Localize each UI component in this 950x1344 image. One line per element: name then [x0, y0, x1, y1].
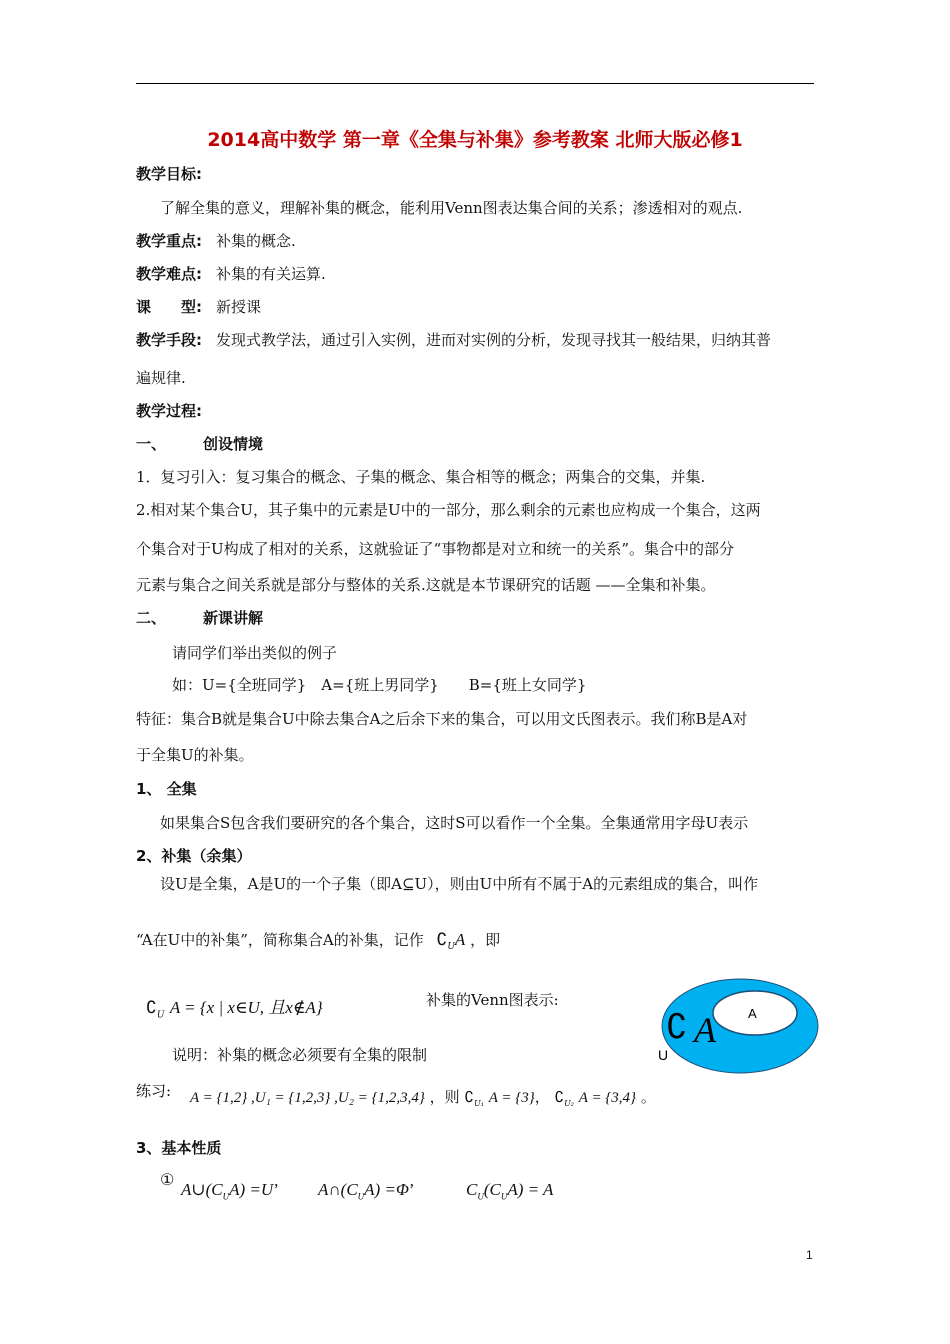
process-label: 教学过程:: [136, 402, 202, 420]
heading-complement: 2、补集（余集）: [136, 847, 252, 865]
section-2-number: 二、: [136, 609, 167, 627]
difficulty-label: 教学难点:: [136, 265, 202, 283]
exercise-sets: A = {1,2} ,U₁ = {1,2,3} ,U₂ = {1,2,3,4}: [190, 1090, 425, 1106]
example-sets: 如：U={全班同学} A={班上男同学} B={班上女同学}: [172, 676, 587, 694]
property-double-a: C: [466, 1180, 478, 1199]
exercise-complement-2: ∁: [554, 1088, 565, 1106]
exercise-end: 。: [640, 1088, 656, 1106]
formula-subscript: U: [156, 1010, 165, 1021]
heading-properties: 3、基本性质: [136, 1139, 222, 1157]
exercise-then: ，则: [429, 1088, 460, 1106]
venn-universal-label: U: [658, 1047, 669, 1063]
complement-subscript: U: [447, 942, 455, 952]
property-intersection: $A\cap(C_UA) =\Phi$’: [318, 1180, 415, 1202]
exercise-result-1: A = {3}: [488, 1090, 535, 1106]
paragraph-2-line-3: 元素与集合之间关系就是部分与整体的关系.这就是本节课研究的话题 ——全集和补集。: [136, 576, 716, 594]
header-rule: [136, 83, 814, 84]
note: 说明：补集的概念必须要有全集的限制: [172, 1046, 428, 1064]
complement-symbol: ∁: [436, 930, 448, 949]
property-union-a: A∪(C: [181, 1180, 223, 1199]
complement-definition-1: 设U是全集，A是U的一个子集（即A⊆U），则由U中所有不属于A的元素组成的集合，叫作: [160, 875, 759, 893]
method-text-2: 遍规律.: [136, 369, 186, 387]
goal-label: 教学目标:: [136, 165, 202, 183]
type-text: 新授课: [216, 298, 262, 316]
document-title: 2014高中数学 第一章《全集与补集》参考教案 北师大版必修1: [207, 129, 743, 151]
venn-caption: 补集的Venn图表示:: [426, 991, 559, 1009]
difficulty-text: 补集的有关运算.: [216, 265, 326, 283]
method-text-1: 发现式教学法，通过引入实例，进而对实例的分析，发现寻找其一般结果，归纳其普: [216, 331, 772, 349]
exercise-label: 练习:: [136, 1082, 172, 1100]
key-label: 教学重点:: [136, 232, 202, 250]
paragraph-2-line-2: 个集合对于U构成了相对的关系，这就验证了“事物都是对立和统一的关系”。集合中的部分: [136, 540, 734, 558]
property-intersection-b: A) =Φ: [364, 1180, 409, 1199]
section-1-number: 一、: [136, 435, 167, 453]
exercise-result-2: A = {3,4}: [578, 1090, 637, 1106]
ask-examples: 请同学们举出类似的例子: [172, 644, 338, 662]
exercise-separator: ，: [534, 1088, 550, 1106]
property-double-b: (C: [483, 1180, 501, 1199]
method-label: 教学手段:: [136, 331, 202, 349]
feature-line-2: 于全集U的补集。: [136, 746, 254, 764]
complement-definition-text: “A在U中的补集”，简称集合A的补集，记作: [136, 931, 424, 949]
property-double-c: A) = A: [507, 1180, 554, 1199]
paragraph-1: 1．复习引入：复习集合的概念、子集的概念、集合相等的概念；两集合的交集，并集.: [136, 468, 706, 486]
paragraph-2-line-1: 2.相对某个集合U，其子集中的元素是U中的一部分，那么剩余的元素也应构成一个集合，这两: [136, 501, 761, 519]
exercise-line: A = {1,2} ,U₁ = {1,2,3} ,U₂ = {1,2,3,4} ，则 $∁_{U_1}$ A = {3}， $∁_{U_2}$ A = {3,4} 。: [190, 1088, 656, 1108]
key-text: 补集的概念.: [216, 232, 296, 250]
venn-complement-letter: A: [694, 1010, 716, 1050]
goal-text: 了解全集的意义，理解补集的概念，能利用Venn图表达集合间的关系；渗透相对的观点.: [160, 199, 743, 217]
property-intersection-a: A∩(C: [318, 1180, 358, 1199]
feature-line-1: 特征：集合B就是集合U中除去集合A之后余下来的集合，可以用文氏图表示。我们称B是A对: [136, 710, 748, 728]
venn-diagram: [660, 976, 820, 1076]
complement-definition-tail: ，即: [470, 931, 501, 949]
formula-complement-symbol: ∁: [146, 998, 157, 1018]
section-2-title: 新课讲解: [203, 609, 264, 627]
property-double-complement: $C_U(C_UA) = A$: [466, 1180, 554, 1202]
complement-definition-2: [136, 930, 500, 957]
exercise-complement-1: ∁: [464, 1088, 474, 1106]
universal-set-text: 如果集合S包含我们要研究的各个集合，这时S可以看作一个全集。全集通常用字母U表示: [160, 814, 749, 832]
property-union: $A\cup(C_UA) =U$’: [181, 1180, 279, 1202]
property-union-b: A) =U: [229, 1180, 274, 1199]
property-number: ①: [160, 1170, 175, 1189]
section-1-title: 创设情境: [203, 435, 264, 453]
complement-formula: [146, 993, 323, 1020]
complement-set-letter: A: [454, 930, 466, 949]
venn-subset-label: A: [748, 1006, 757, 1021]
formula-body: A = {x | x∈U, 且x∉A}: [169, 998, 323, 1017]
page-number: 1: [806, 1248, 813, 1262]
heading-universal-set: 1、 全集: [136, 780, 197, 798]
venn-complement-symbol: ∁: [666, 1009, 688, 1046]
type-label: 课 型:: [136, 298, 202, 316]
